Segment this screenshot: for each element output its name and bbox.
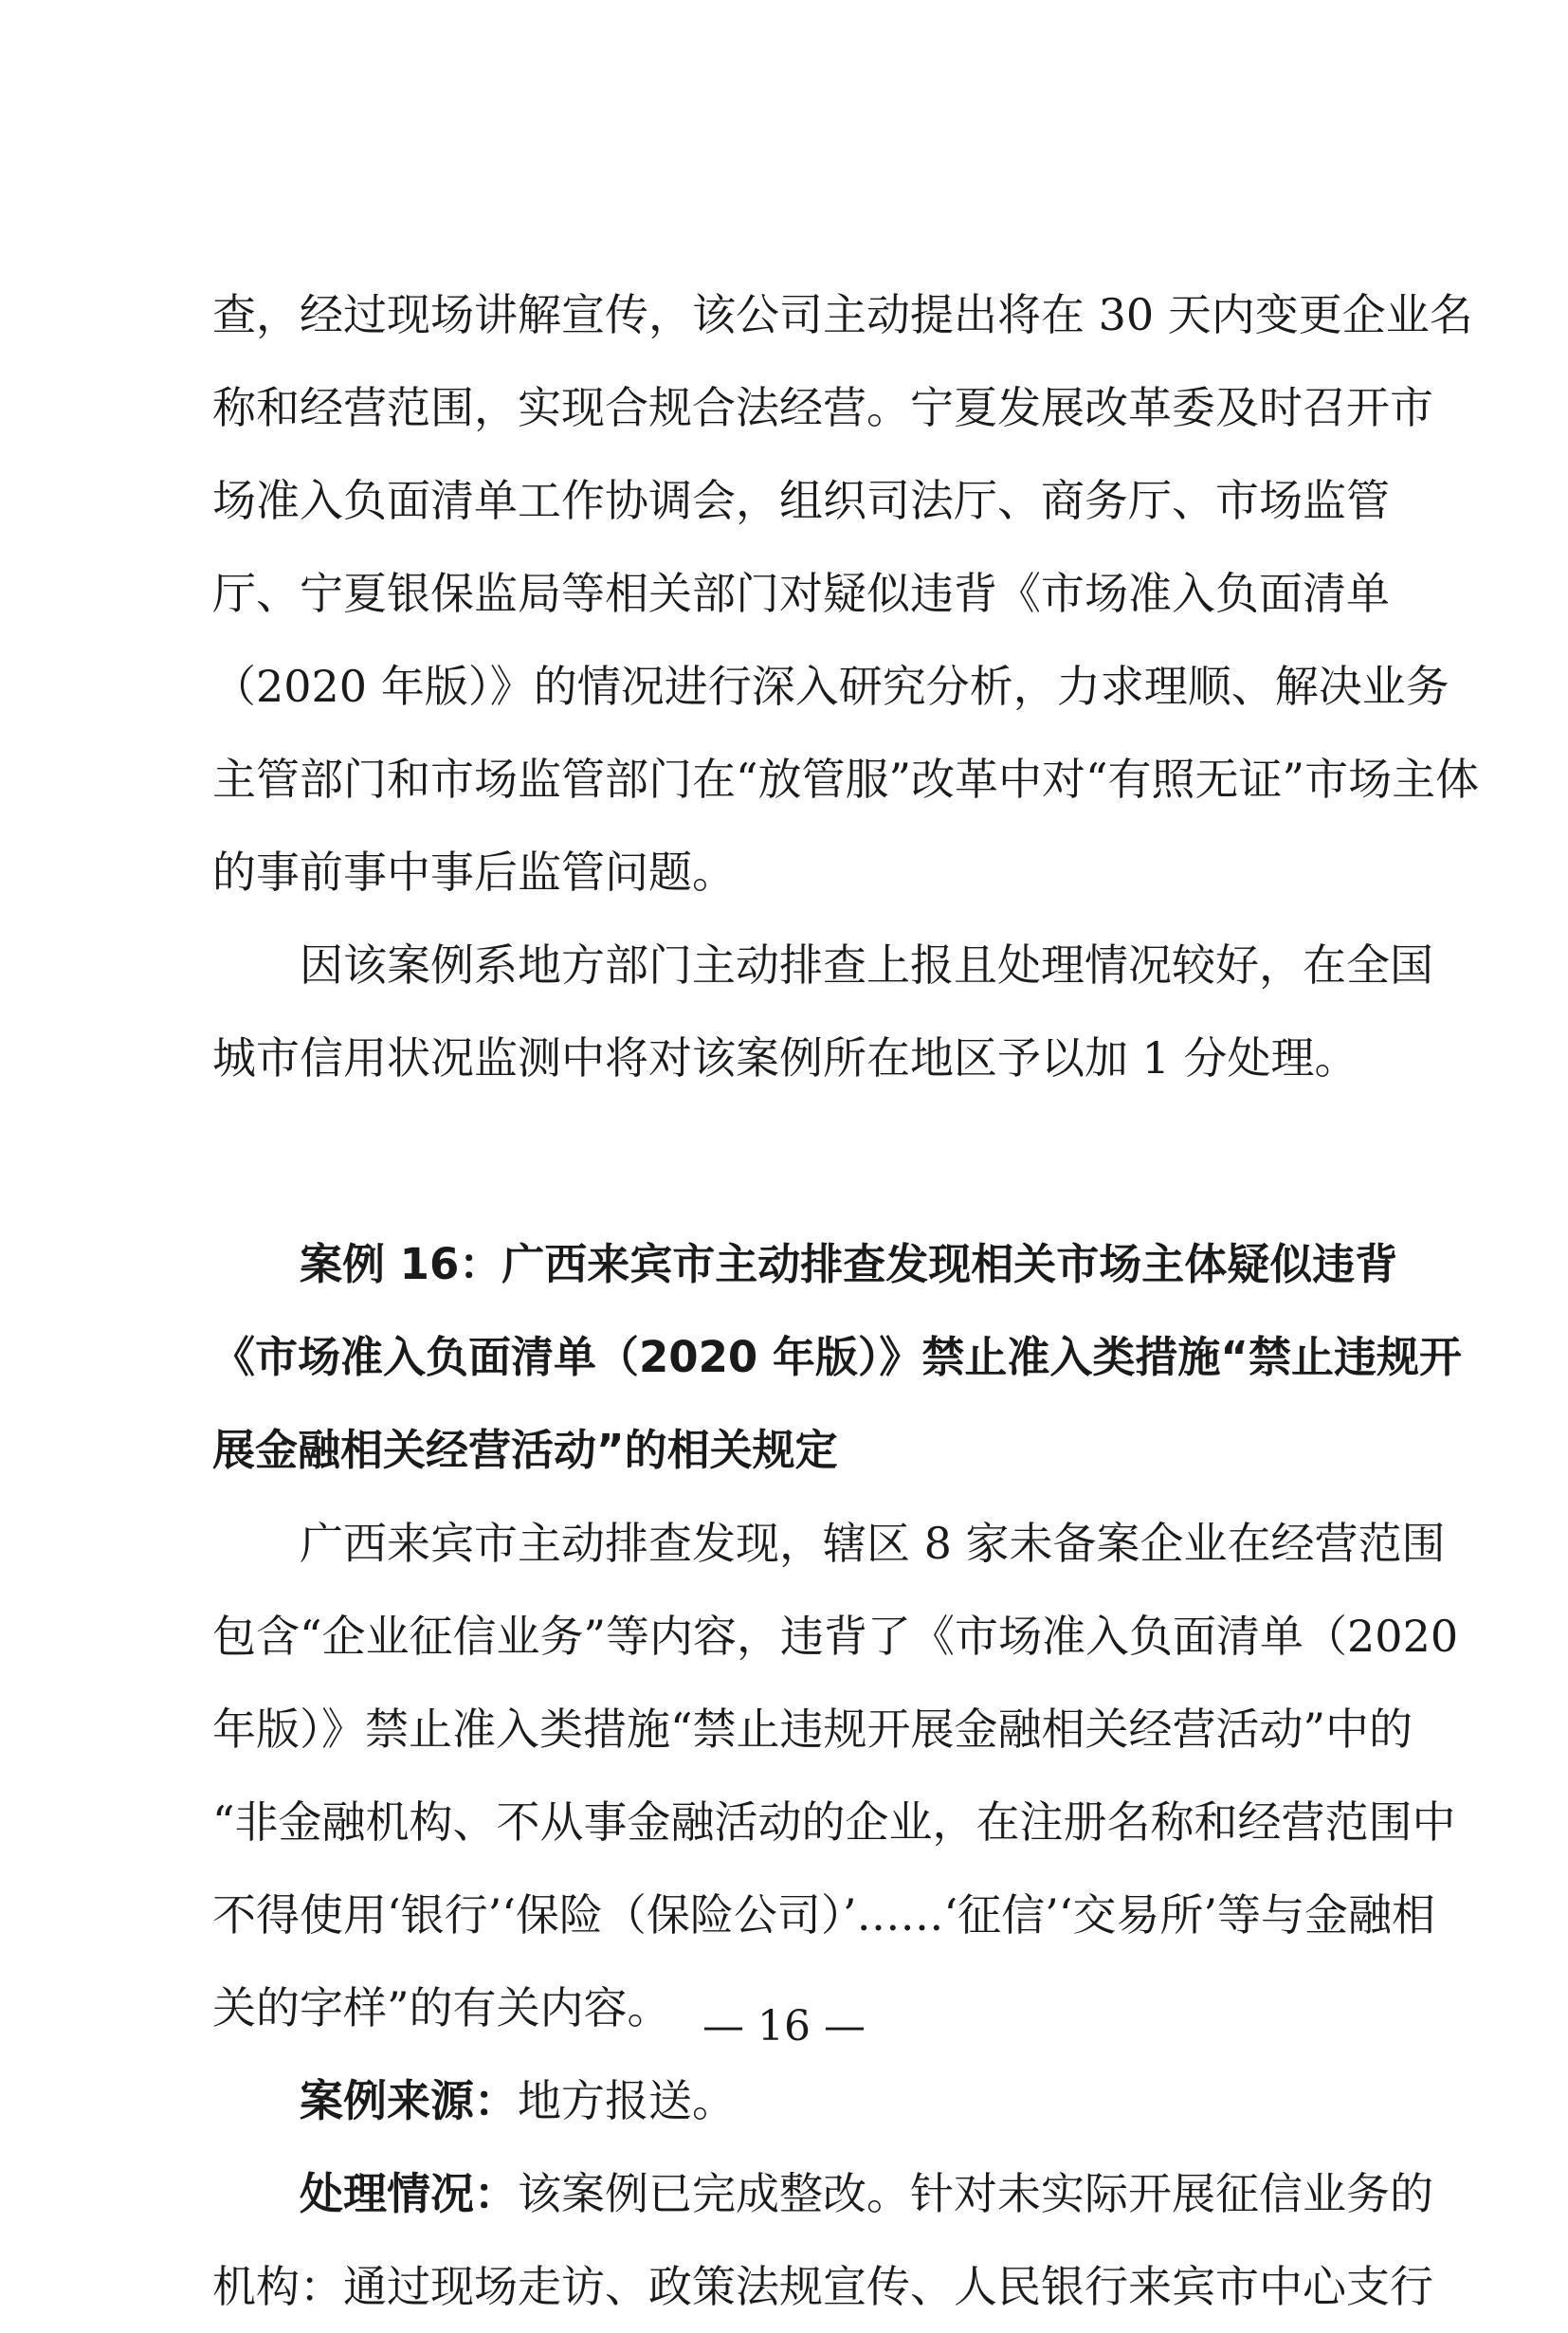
text-line: 因该案例系地方部门主动排查上报且处理情况较好，在全国 <box>300 939 1433 991</box>
case16-heading <box>212 1218 1462 1497</box>
handling-label: 处理情况： <box>300 2168 518 2219</box>
text-line: 查，经过现场讲解宣传，该公司主动提出将在 30 天内变更企业名 <box>212 289 1473 340</box>
text-line: 机构：通过现场走访、政策法规宣传、人民银行来宾市中心支行 <box>212 2261 1433 2312</box>
text-line: 广西来宾市主动排查发现，辖区 8 家未备案企业在经营范围 <box>300 1518 1446 1569</box>
text-line: “非金融机构、不从事金融活动的企业，在注册名称和经营范围中 <box>212 1796 1456 1848</box>
source-label: 案例来源： <box>300 2075 518 2126</box>
section-spacer <box>212 1104 1359 1218</box>
heading-line: 案例 16：广西来宾市主动排查发现相关市场主体疑似违背 <box>300 1239 1398 1289</box>
text-line: 年版）》禁止准入类措施“禁止违规开展金融相关经营活动”中的 <box>212 1704 1413 1755</box>
page-number: — 16 — <box>702 2002 866 2050</box>
score-paragraph <box>212 919 1433 1104</box>
source-line <box>212 2054 1359 2147</box>
handling-text: 该案例已完成整改。针对未实际开展征信业务的 <box>518 2168 1433 2219</box>
text-line: 主管部门和市场监管部门在“放管服”改革中对“有照无证”市场主体 <box>212 754 1480 805</box>
text-line: （2020 年版）》的情况进行深入研究分析，力求理顺、解决业务 <box>212 661 1449 712</box>
text-line: 场准入负面清单工作协调会，组织司法厅、商务厅、市场监管 <box>212 475 1390 526</box>
handling-line <box>212 2147 1433 2240</box>
case16-source <box>212 2054 1359 2147</box>
case16-body-paragraph <box>212 1497 1459 2054</box>
case16-handling <box>212 2147 1433 2333</box>
text-line: 称和经营范围，实现合规合法经营。宁夏发展改革委及时召开市 <box>212 382 1433 433</box>
text-line: 的事前事中事后监管问题。 <box>212 847 736 898</box>
text-line: 厅、宁夏银保监局等相关部门对疑似违背《市场准入负面清单 <box>212 568 1390 619</box>
heading-line: 展金融相关经营活动”的相关规定 <box>212 1425 838 1475</box>
continuation-paragraph <box>212 268 1480 919</box>
text-line: 城市信用状况监测中将对该案例所在地区予以加 1 分处理。 <box>212 1032 1358 1084</box>
source-text: 地方报送。 <box>518 2075 736 2126</box>
heading-line: 《市场准入负面清单（2020 年版）》禁止准入类措施“禁止违规开 <box>212 1332 1462 1382</box>
text-line: 不得使用‘银行’‘保险（保险公司）’……‘征信’‘交易所’等与金融相 <box>212 1889 1435 1941</box>
text-line: 关的字样”的有关内容。 <box>212 1982 671 2033</box>
text-line: 包含“企业征信业务”等内容，违背了《市场准入负面清单（2020 <box>212 1611 1459 1662</box>
